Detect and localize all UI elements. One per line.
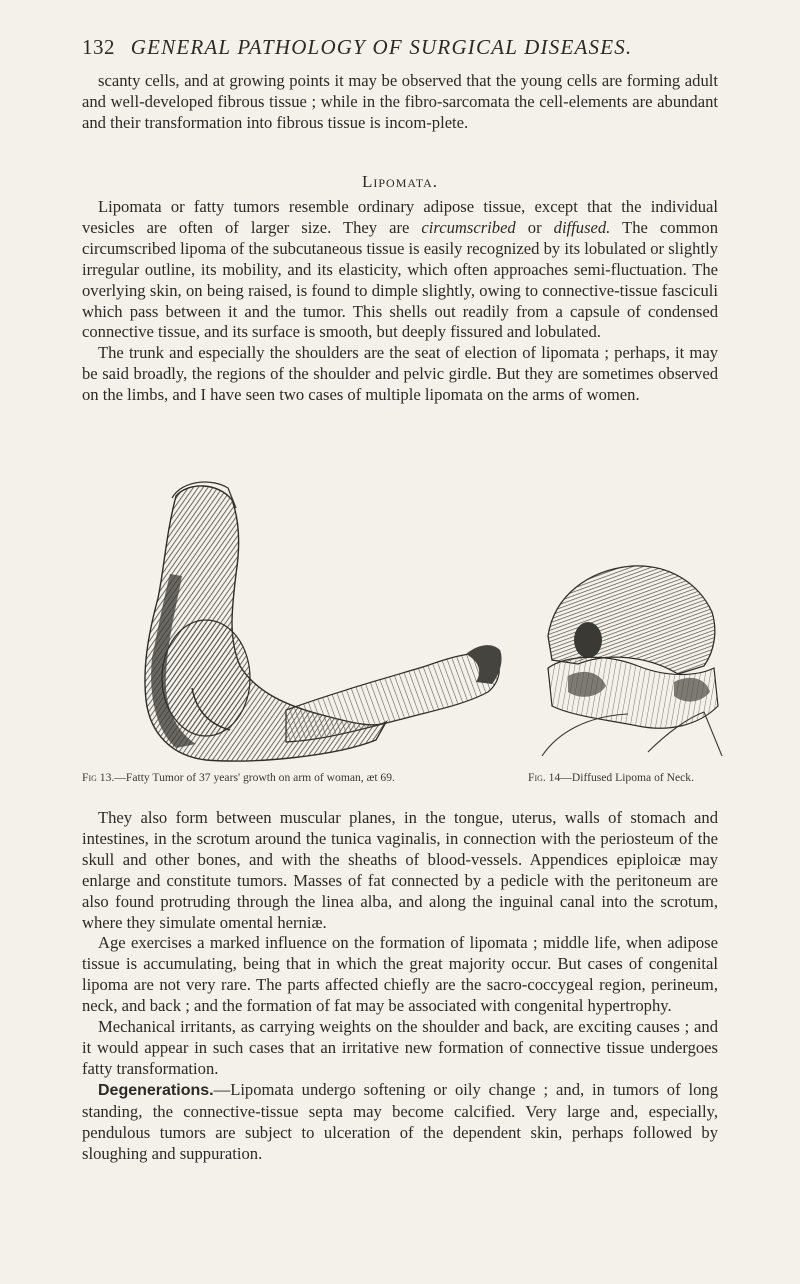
lipomata-p1-part: Lipomata or fatty tumors resemble ordinary adipose tissue, except that the individual vesicles are often of larger size. They are: [82, 197, 718, 237]
degenerations-heading: Degenerations.: [98, 1081, 214, 1099]
continued-paragraph-1: They also form between muscular planes, in the tongue, uterus, walls of stomach and intestines, in the scrotum around the tunica vaginalis, in connection with the periosteum of the skull and other bones, and with the sheaths of blood-vessels. Appendices epiploicæ may enlarge and constitute tumors. Masses of fat connected by a pedicle with the peritoneum are also found protruding through the linea alba, and along the inguinal canal into the scrotum, where they simulate omental herniæ.: [82, 808, 718, 932]
continued-paragraph-2: Age exercises a marked influence on the formation of lipomata ; middle life, when adipose tissue is accumulating, being that in which the great majority occur. But cases of congenital lipoma are not very rare. The parts affected chiefly are the sacro-coccygeal region, perineum, neck, and back ; and the formation of fat may be associated with congenital hypertrophy.: [82, 933, 718, 1016]
forearm-shape: [286, 654, 499, 742]
page-number: 132: [82, 35, 115, 59]
running-title: GENERAL PATHOLOGY OF SURGICAL DISEASES.: [130, 35, 633, 59]
lipomata-p1-part: The common circumscribed lipoma of the subcutaneous tissue is easily recognized by its lobulated or slightly irregular outline, its mobility, and its elasticity, which often approaches semi-fluctuation. The overlying skin, on being raised, is found to dimple slightly, owing to connective-tissue fasciculi which pass between it and the tumor. This shells out readily from a capsule of condensed connective tissue, and its surface is smooth, but deeply fissured and lobulated.: [82, 217, 718, 342]
ear-shape: [574, 622, 602, 658]
continued-paragraph-3: Mechanical irritants, as carrying weights on the shoulder and back, are exciting causes ; and it would appear in such cases that an irritative new formation of connective tissue undergoes fatty transformation.: [82, 1017, 718, 1078]
term-circumscribed: circumscribed: [421, 217, 516, 237]
tumor-mass: [162, 620, 250, 736]
degenerations-text: —Lipomata undergo softening or oily change ; and, in tumors of long standing, the connective-tissue septa may become calcified. Very large and, especially, pendulous tumors are subject to ulceration of the dependent skin, perhaps followed by sloughing and suppuration.: [82, 1079, 718, 1163]
fig14-caption-text: —Diffused Lipoma of Neck.: [560, 771, 695, 784]
continued-text-block: [82, 808, 718, 1164]
fig13-caption-text: —Fatty Tumor of 37 years' growth on arm of woman, æt 69.: [114, 771, 395, 784]
fig13-caption: [82, 771, 395, 785]
section-heading: Lipomata.: [361, 172, 438, 191]
intro-paragraph: scanty cells, and at growing points it may be observed that the young cells are forming adult and well-developed fibrous tissue ; while in the fibro-sarcomata the cell-elements are abundant and their transformation into fibrous tissue is incom-plete.: [82, 71, 718, 132]
lipomata-paragraph-2: The trunk and especially the shoulders are the seat of election of lipomata ; perhaps, it may be said broadly, the regions of the shoulder and pelvic girdle. But they are sometimes observed on the limbs, and I have seen two cases of multiple lipomata on the arms of women.: [82, 343, 718, 405]
fig14-engraving: [528, 556, 724, 764]
lipomata-text-block: [82, 197, 718, 406]
term-diffused: diffused.: [553, 217, 611, 237]
degenerations-paragraph: [82, 1080, 718, 1165]
intro-text-block: [82, 71, 718, 134]
running-head: [82, 34, 722, 60]
head-shape: [548, 566, 715, 674]
lipomata-p1-part: or: [515, 217, 554, 237]
fig14-caption: [528, 771, 694, 785]
fig13-engraving: [136, 478, 506, 764]
fig14-label: Fig. 14: [528, 771, 561, 784]
fig13-label: Fig 13.: [82, 771, 115, 784]
lipomata-paragraph-1: [82, 197, 718, 343]
